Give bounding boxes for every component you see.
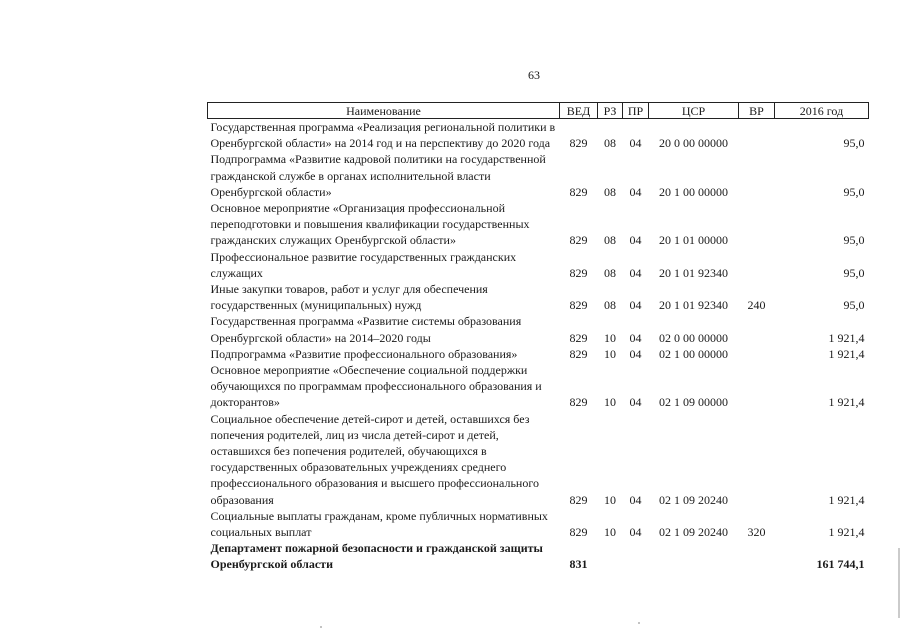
row-name: Основное мероприятие «Организация профессиональной переподготовки и повышения квалификации государственных гражданских служащих Оренбургской области»	[210, 201, 530, 248]
row-rz: 10	[604, 330, 616, 345]
row-pr: 04	[629, 346, 642, 361]
row-name: Департамент пожарной безопасности и гражданской защиты Оренбургской области	[210, 541, 543, 572]
row-amount: 95,0	[843, 184, 865, 199]
scan-speck	[638, 622, 640, 624]
row-csr: 20 1 00 00000	[659, 184, 728, 199]
row-ved: 829	[569, 395, 588, 410]
row-amount: 95,0	[843, 298, 865, 313]
row-rz: 10	[604, 492, 616, 507]
row-vr	[739, 411, 775, 508]
row-rz	[598, 540, 623, 572]
table-row	[208, 346, 869, 362]
table-row	[208, 540, 869, 572]
row-vr	[739, 362, 775, 411]
row-name: Социальное обеспечение детей-сирот и детей, оставшихся без попечения родителей, лиц из числа детей-сирот и детей, оставшихся без попечения родителей, обучающихся в государственных образовательных учреждениях среднего профессионального образования и высшего профессионального образования	[210, 411, 539, 507]
row-pr: 04	[629, 233, 642, 248]
row-csr: 02 1 00 00000	[659, 346, 728, 361]
row-ved: 829	[569, 346, 588, 361]
row-csr: 02 1 09 20240	[659, 525, 728, 540]
row-rz: 08	[604, 265, 616, 280]
scan-speck	[320, 626, 322, 628]
row-ved: 829	[569, 136, 588, 151]
table-row	[208, 313, 869, 345]
header-vr: ВР	[739, 103, 775, 119]
row-amount: 1 921,4	[828, 395, 865, 410]
header-name: Наименование	[208, 103, 560, 119]
row-amount: 95,0	[843, 136, 865, 151]
header-csr: ЦСР	[649, 103, 739, 119]
row-name: Профессиональное развитие государственных гражданских служащих	[210, 249, 517, 280]
table-row	[208, 411, 869, 508]
row-pr: 04	[629, 492, 642, 507]
row-vr: 240	[747, 298, 766, 313]
row-pr: 04	[629, 136, 642, 151]
row-rz: 10	[604, 395, 616, 410]
scan-edge-mark	[898, 548, 900, 618]
row-vr	[739, 346, 775, 362]
table-row	[208, 362, 869, 411]
row-csr: 20 1 01 92340	[659, 298, 728, 313]
row-ved: 831	[569, 557, 588, 572]
row-rz: 10	[604, 525, 616, 540]
row-pr	[623, 540, 649, 572]
row-rz: 08	[604, 184, 616, 199]
row-rz: 10	[604, 346, 616, 361]
row-ved: 829	[569, 265, 588, 280]
row-amount: 95,0	[843, 265, 865, 280]
row-csr: 02 0 00 00000	[659, 330, 728, 345]
row-amount: 1 921,4	[828, 492, 865, 507]
row-vr	[739, 200, 775, 249]
row-vr: 320	[747, 525, 766, 540]
row-csr: 02 1 09 20240	[659, 492, 728, 507]
table-row	[208, 119, 869, 152]
row-csr: 20 1 01 00000	[659, 233, 728, 248]
row-csr: 02 1 09 00000	[659, 395, 728, 410]
row-rz: 08	[604, 136, 616, 151]
row-name: Государственная программа «Развитие системы образования Оренбургской области» на 2014–2020 годы	[210, 314, 522, 345]
table-header-row	[208, 103, 869, 119]
row-name: Государственная программа «Реализация региональной политики в Оренбургской области» на 2014 год и на перспективу до 2020 года	[210, 120, 556, 151]
row-name: Основное мероприятие «Обеспечение социальной поддержки обучающихся по программам профессионального образования и докторантов»	[210, 363, 542, 410]
row-amount: 1 921,4	[828, 330, 865, 345]
row-pr: 04	[629, 265, 642, 280]
page-number: 63	[528, 68, 540, 82]
row-rz: 08	[604, 233, 616, 248]
row-ved: 829	[569, 492, 588, 507]
row-ved: 829	[569, 184, 588, 199]
table-row	[208, 508, 869, 540]
row-amount: 1 921,4	[828, 346, 865, 361]
row-vr	[739, 540, 775, 572]
header-ved: ВЕД	[560, 103, 598, 119]
row-amount: 161 744,1	[816, 557, 865, 572]
row-pr: 04	[629, 298, 642, 313]
header-pr: ПР	[623, 103, 649, 119]
row-csr: 20 0 00 00000	[659, 136, 728, 151]
table-row	[208, 200, 869, 249]
row-amount: 1 921,4	[828, 525, 865, 540]
row-pr: 04	[629, 395, 642, 410]
row-pr: 04	[629, 330, 642, 345]
budget-table	[207, 102, 869, 573]
row-ved: 829	[569, 298, 588, 313]
header-rz: РЗ	[598, 103, 623, 119]
row-csr: 20 1 01 92340	[659, 265, 728, 280]
row-name: Подпрограмма «Развитие профессионального образования»	[210, 346, 518, 361]
table-row	[208, 281, 869, 313]
table-row	[208, 249, 869, 281]
row-ved: 829	[569, 233, 588, 248]
row-rz: 08	[604, 298, 616, 313]
row-ved: 829	[569, 330, 588, 345]
row-pr: 04	[629, 525, 642, 540]
row-vr	[739, 313, 775, 345]
row-name: Подпрограмма «Развитие кадровой политики на государственной гражданской службе в органах исполнительной власти Оренбургской области»	[210, 152, 546, 199]
row-vr	[739, 249, 775, 281]
row-vr	[739, 151, 775, 200]
row-pr: 04	[629, 184, 642, 199]
header-year: 2016 год	[775, 103, 869, 119]
row-ved: 829	[569, 525, 588, 540]
row-name: Иные закупки товаров, работ и услуг для обеспечения государственных (муниципальных) нужд	[210, 282, 488, 313]
row-vr	[739, 119, 775, 152]
row-amount: 95,0	[843, 233, 865, 248]
table-row	[208, 151, 869, 200]
row-name: Социальные выплаты гражданам, кроме публичных нормативных социальных выплат	[210, 508, 548, 540]
row-csr	[649, 540, 739, 572]
